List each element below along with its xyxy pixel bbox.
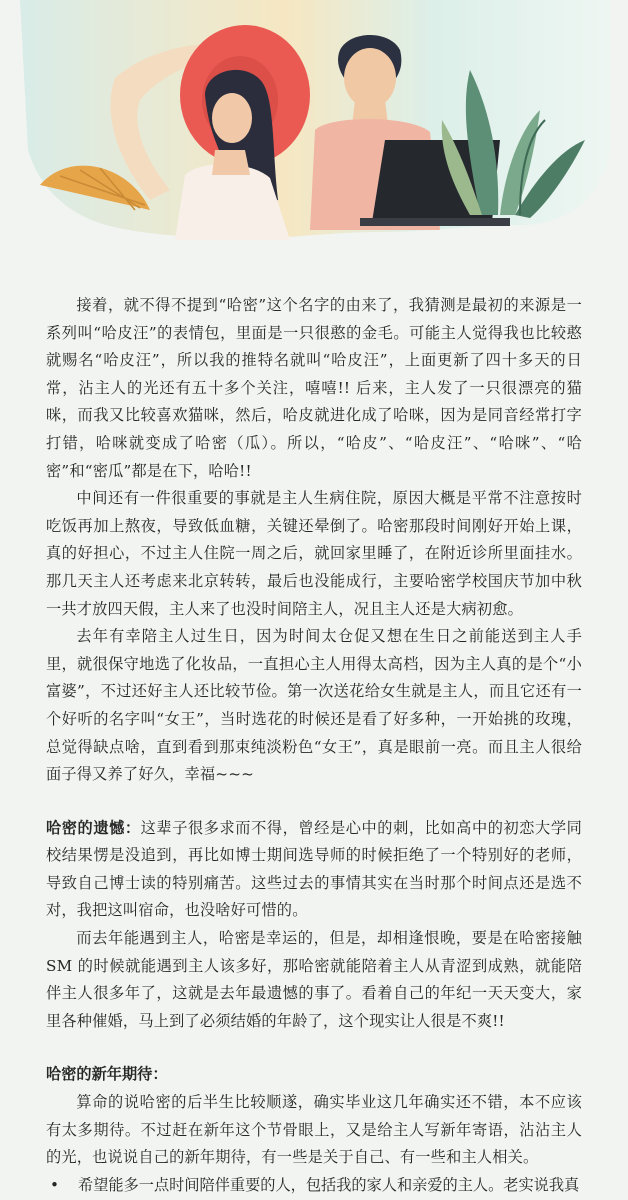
newyear-title: 哈密的新年期待： (46, 1065, 168, 1084)
regret-section (46, 815, 582, 925)
bullet-text: 希望能多一点时间陪伴重要的人，包括我的家人和亲爱的主人。老实说我真 (78, 1175, 580, 1194)
regret-text: 这辈子很多求而不得，曾经是心中的刺，比如高中的初恋大学同校结果愣是没追到，再比如博士期间选导师的时候拒绝了一个特别好的老师，导致自己博士读的特别痛苦。这些过去的事情其实在当时那个时间点还是选不对，我把这叫宿命，也没啥好可惜的。 (46, 818, 582, 920)
regret-title: 哈密的遗憾： (46, 818, 141, 837)
bullet-dot: • (50, 1175, 59, 1194)
regret-paragraph-2: 而去年能遇到主人，哈密是幸运的，但是，却相逢恨晚，要是在哈密接触 SM 的时候就能遇到主人该多好，那哈密就能陪着主人从青涩到成熟，就能陪伴主人很多年了，这就是去年最遗憾的事了。看着自己的年纪一天天变大，家里各种催婚，马上到了必须结婚的年龄了，这个现实让人很是不爽!! (46, 929, 582, 1030)
spacer (0, 1035, 628, 1061)
bullet-item (50, 1172, 582, 1200)
paragraph-name-origin: 接着，就不得不提到“哈密”这个名字的由来了，我猜测是最初的来源是一系列叫“哈皮汪”的表情包，里面是一只很憨的金毛。可能主人觉得我也比较憨就赐名“哈皮汪”，所以我的推特名就叫“哈皮汪”，上面更新了四十多天的日常，沾主人的光还有五十多个关注，嘻嘻!! 后来，主人发了一只很漂亮的猫咪，而我又比较喜欢猫咪，然后，哈皮就进化成了哈咪，因为是同音经常打字打错，哈咪就变成了哈密（瓜）。所以，“哈皮”、“哈皮汪”、“哈咪”、“哈密”和“密瓜”都是在下，哈哈!! (46, 296, 582, 480)
couple-illustration (0, 0, 628, 270)
spacer (0, 789, 628, 815)
header-illustration (0, 0, 628, 270)
article-body (0, 292, 628, 1199)
paragraph-hospital: 中间还有一件很重要的事就是主人生病住院，原因大概是平常不注意按时吃饭再加上熬夜，导致低血糖，关键还晕倒了。哈密那段时间刚好开始上课，真的好担心，不过主人住院一周之后，就回家里睡了，在附近诊所里面挂水。那几天主人还考虑来北京转转，最后也没能成行，主要哈密学校国庆节加中秋一共才放四天假，主人来了也没时间陪主人，况且主人还是大病初愈。 (46, 489, 582, 618)
paragraph-birthday: 去年有幸陪主人过生日，因为时间太仓促又想在生日之前能送到主人手里，就很保守地选了化妆品，一直担心主人用得太高档，因为主人真的是个“小富婆”，不过还好主人还比较节俭。第一次送花给女生就是主人，而且它还有一个好听的名字叫“女王”，当时选花的时候还是看了好多种，一开始挑的玫瑰，总觉得缺点啥，直到看到那束纯淡粉色“女王”，真是眼前一亮。而且主人很给面子得又养了好久，幸福~~~ (46, 627, 582, 784)
newyear-paragraph: 算命的说哈密的后半生比较顺遂，确实毕业这几年确实还不错，本不应该有太多期待。不过赶在新年这个节骨眼上，又是给主人写新年寄语，沾沾主人的光，也说说自己的新年期待，有一些是关于自己、有一些和主人相关。 (46, 1093, 582, 1167)
